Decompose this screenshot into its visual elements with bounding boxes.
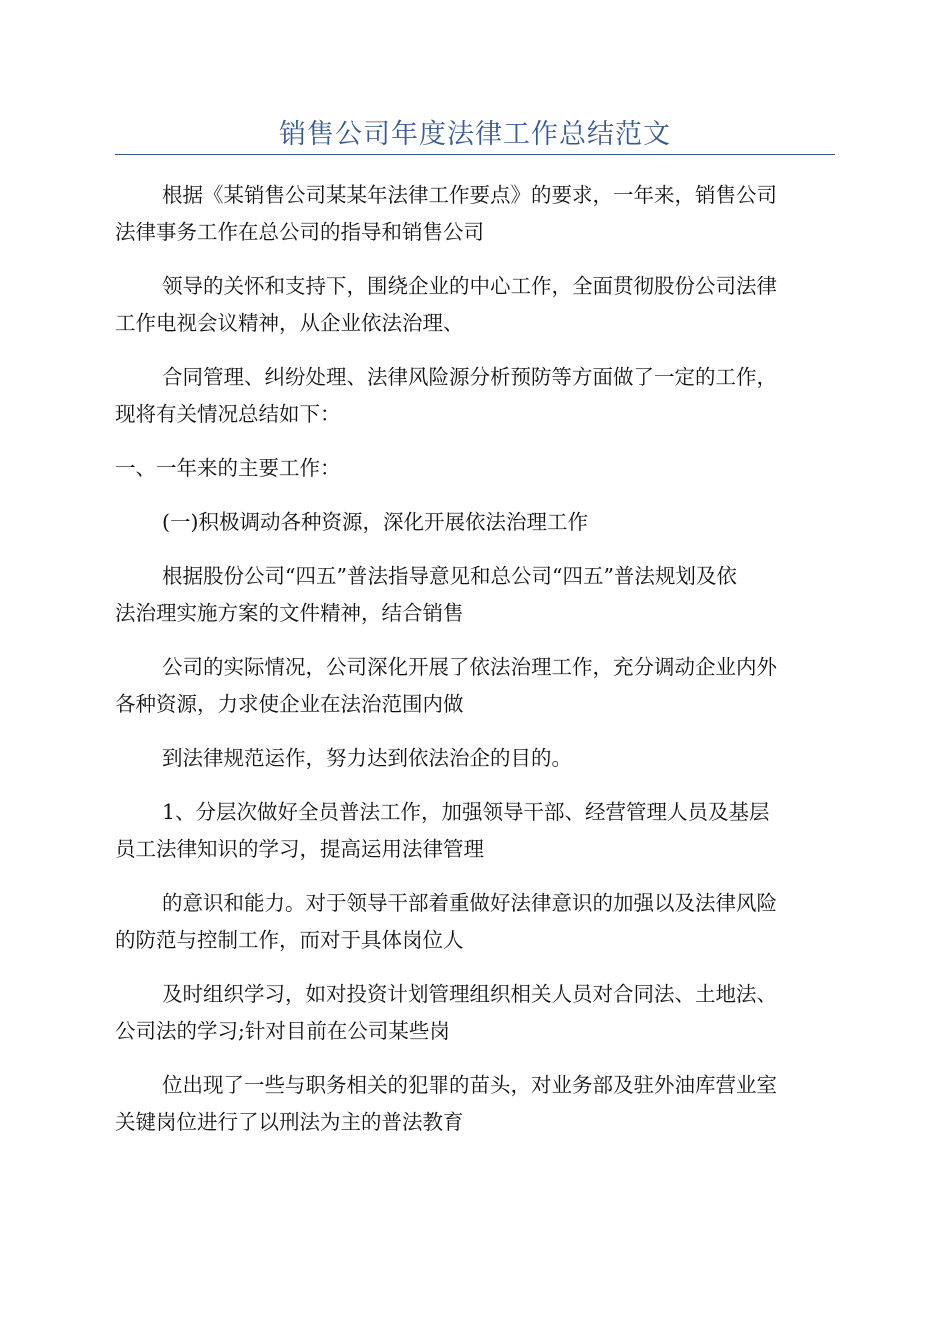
paragraph-line: 位出现了一些与职务相关的犯罪的苗头，对业务部及驻外油库营业室: [162, 1073, 777, 1097]
section-heading-text: 一、一年来的主要工作：: [115, 456, 341, 480]
document-body: [115, 177, 835, 1158]
paragraph-8: [115, 885, 835, 959]
paragraph-line: 法律事务工作在总公司的指导和销售公司: [115, 220, 484, 244]
paragraph-line: 员工法律知识的学习，提高运用法律管理: [115, 837, 484, 861]
subsection-heading: [115, 504, 835, 541]
document-title: 销售公司年度法律工作总结范文: [279, 119, 671, 150]
paragraph-line: 关键岗位进行了以刑法为主的普法教育: [115, 1110, 464, 1134]
paragraph-line: 及时组织学习，如对投资计划管理组织相关人员对合同法、土地法、: [162, 982, 777, 1006]
paragraph-line: 法治理实施方案的文件精神，结合销售: [115, 601, 464, 625]
paragraph-line: 合同管理、纠纷处理、法律风险源分析预防等方面做了一定的工作，: [162, 365, 777, 389]
paragraph-2: [115, 268, 835, 342]
paragraph-4: [115, 558, 835, 632]
paragraph-6: [115, 740, 835, 777]
paragraph-line: 公司的实际情况，公司深化开展了依法治理工作，充分调动企业内外: [162, 655, 777, 679]
paragraph-line: 根据《某销售公司某某年法律工作要点》的要求，一年来，销售公司: [162, 183, 777, 207]
paragraph-7: [115, 794, 835, 868]
paragraph-1: [115, 177, 835, 251]
paragraph-5: [115, 649, 835, 723]
paragraph-line: 的防范与控制工作，而对于具体岗位人: [115, 928, 464, 952]
paragraph-line: 公司法的学习;针对目前在公司某些岗: [115, 1019, 450, 1043]
paragraph-line: 1、分层次做好全员普法工作，加强领导干部、经营管理人员及基层: [162, 800, 770, 824]
paragraph-3: [115, 359, 835, 433]
paragraph-line: 的意识和能力。对于领导干部着重做好法律意识的加强以及法律风险: [162, 891, 777, 915]
paragraph-9: [115, 976, 835, 1050]
subsection-heading-text: (一)积极调动各种资源，深化开展依法治理工作: [162, 510, 588, 534]
paragraph-line: 工作电视会议精神，从企业依法治理、: [115, 311, 464, 335]
section-heading: [115, 450, 835, 487]
paragraph-line: 现将有关情况总结如下：: [115, 402, 341, 426]
paragraph-line: 到法律规范运作，努力达到依法治企的目的。: [162, 746, 572, 770]
paragraph-line: 领导的关怀和支持下，围绕企业的中心工作，全面贯彻股份公司法律: [162, 274, 777, 298]
paragraph-line: 根据股份公司“四五”普法指导意见和总公司“四五”普法规划及依: [162, 564, 737, 588]
title-underline: [115, 154, 835, 155]
paragraph-10: [115, 1067, 835, 1141]
paragraph-line: 各种资源，力求使企业在法治范围内做: [115, 692, 464, 716]
